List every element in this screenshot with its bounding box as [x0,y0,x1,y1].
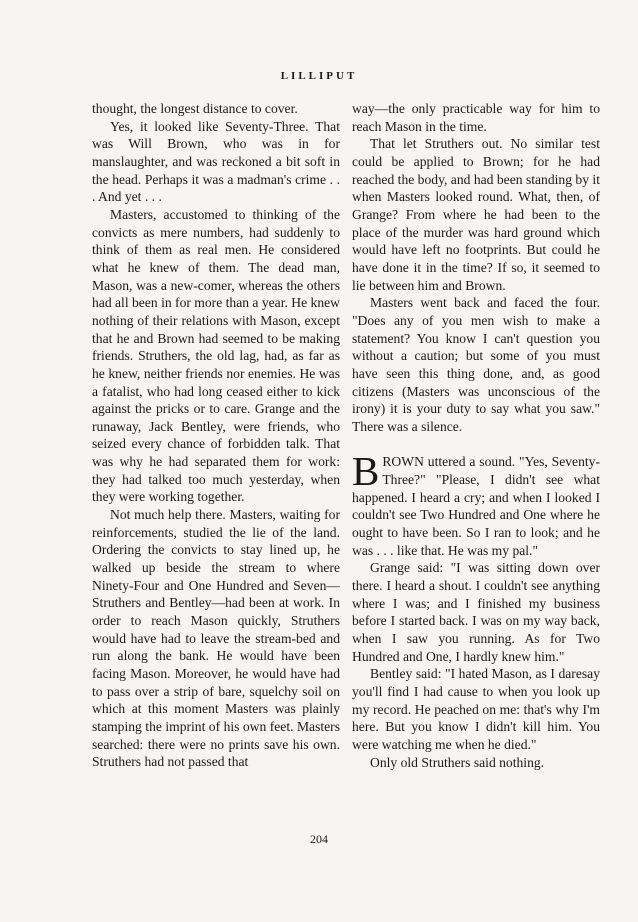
left-column [92,100,340,771]
paragraph: Not much help there. Masters, waiting for reinforcements, studied the lie of the land. Ordering the convicts to stay lined up, he walked up beside the stream to where Ninety-Four and One Hundred and Seven—Struthers and Bentley—had been at work. In order to reach Mason quickly, Struthers would have had to leave the stream-bed and run along the bank. He would have been facing Mason. Moreover, he would have had to pass over a strip of bare, squelchy soil on which at this moment Masters was plainly stamping the imprint of his own feet. Masters searched: there were no prints save his own. Struthers had not passed that [92,507,340,770]
paragraph: Only old Struthers said nothing. [370,754,545,770]
right-column [352,100,600,771]
paragraph: thought, the longest distance to cover. [92,101,298,116]
paragraph: Masters, accustomed to thinking of the convicts as mere numbers, had suddenly to think of them as real men. He considered what he knew of them. The dead man, Mason, was a new-comer, whereas the others had all been in for more than a year. He knew nothing of their relations with Mason, except that he and Brown had seemed to be making friends. Struthers, the old lag, had, as far as he knew, neither friends nor enemies. He was a fatalist, who had long ceased either to kick against the pricks or to care. Grange and the runaway, Jack Bentley, were friends, who seized every chance of forbidden talk. That was why he had separated them for work: they had talked too much yesterday, when they were working together. [92,206,340,505]
paragraph-dropcap: BROWN uttered a sound. "Yes, Seventy-Three?" "Please, I didn't see what happened. I heard a cry; and when I looked I couldn't see Two Hundred and One where he ought to have been. So I ran to look; and he was . . . like that. He was my pal." [352,448,600,558]
paragraph: Grange said: "I was sitting down over there. I heard a shout. I couldn't see anything where I was; and I finished my business before I started back. I was on my way back, when I saw you running. As for Two Hundred and One, I hardly knew him." [352,560,600,664]
paragraph: That let Struthers out. No similar test could be applied to Brown; for he had reached the body, and had been standing by it when Masters looked round. What, then, of Grange? From where he had been to the place of the murder was hard ground which would have left no footprints. But could he have done it in the time? If so, it seemed to lie between him and Brown. [352,136,600,293]
paragraph: way—the only practicable way for him to reach Mason in the time. [352,101,600,134]
page-number: 204 [310,832,328,846]
paragraph: Yes, it looked like Seventy-Three. That was Will Brown, who was in for manslaughter, and was reckoned a bit soft in the head. Perhaps it was a madman's crime . . . And yet . . . [92,118,340,205]
paragraph: Masters went back and faced the four. "Does any of you men wish to make a statement? You know I can't question you without a caution; but some of you must have seen this thing done, and, as good citizens (Masters was unconscious of the irony) it is your duty to say what you saw." There was a silence. [352,295,600,434]
paragraph: Bentley said: "I hated Mason, as I daresay you'll find I had cause to when you look up my record. He peached on me: that's why I'm here. But you know I didn't kill him. You were watching me when he died." [352,666,600,752]
running-head: LILLIPUT [280,70,358,82]
